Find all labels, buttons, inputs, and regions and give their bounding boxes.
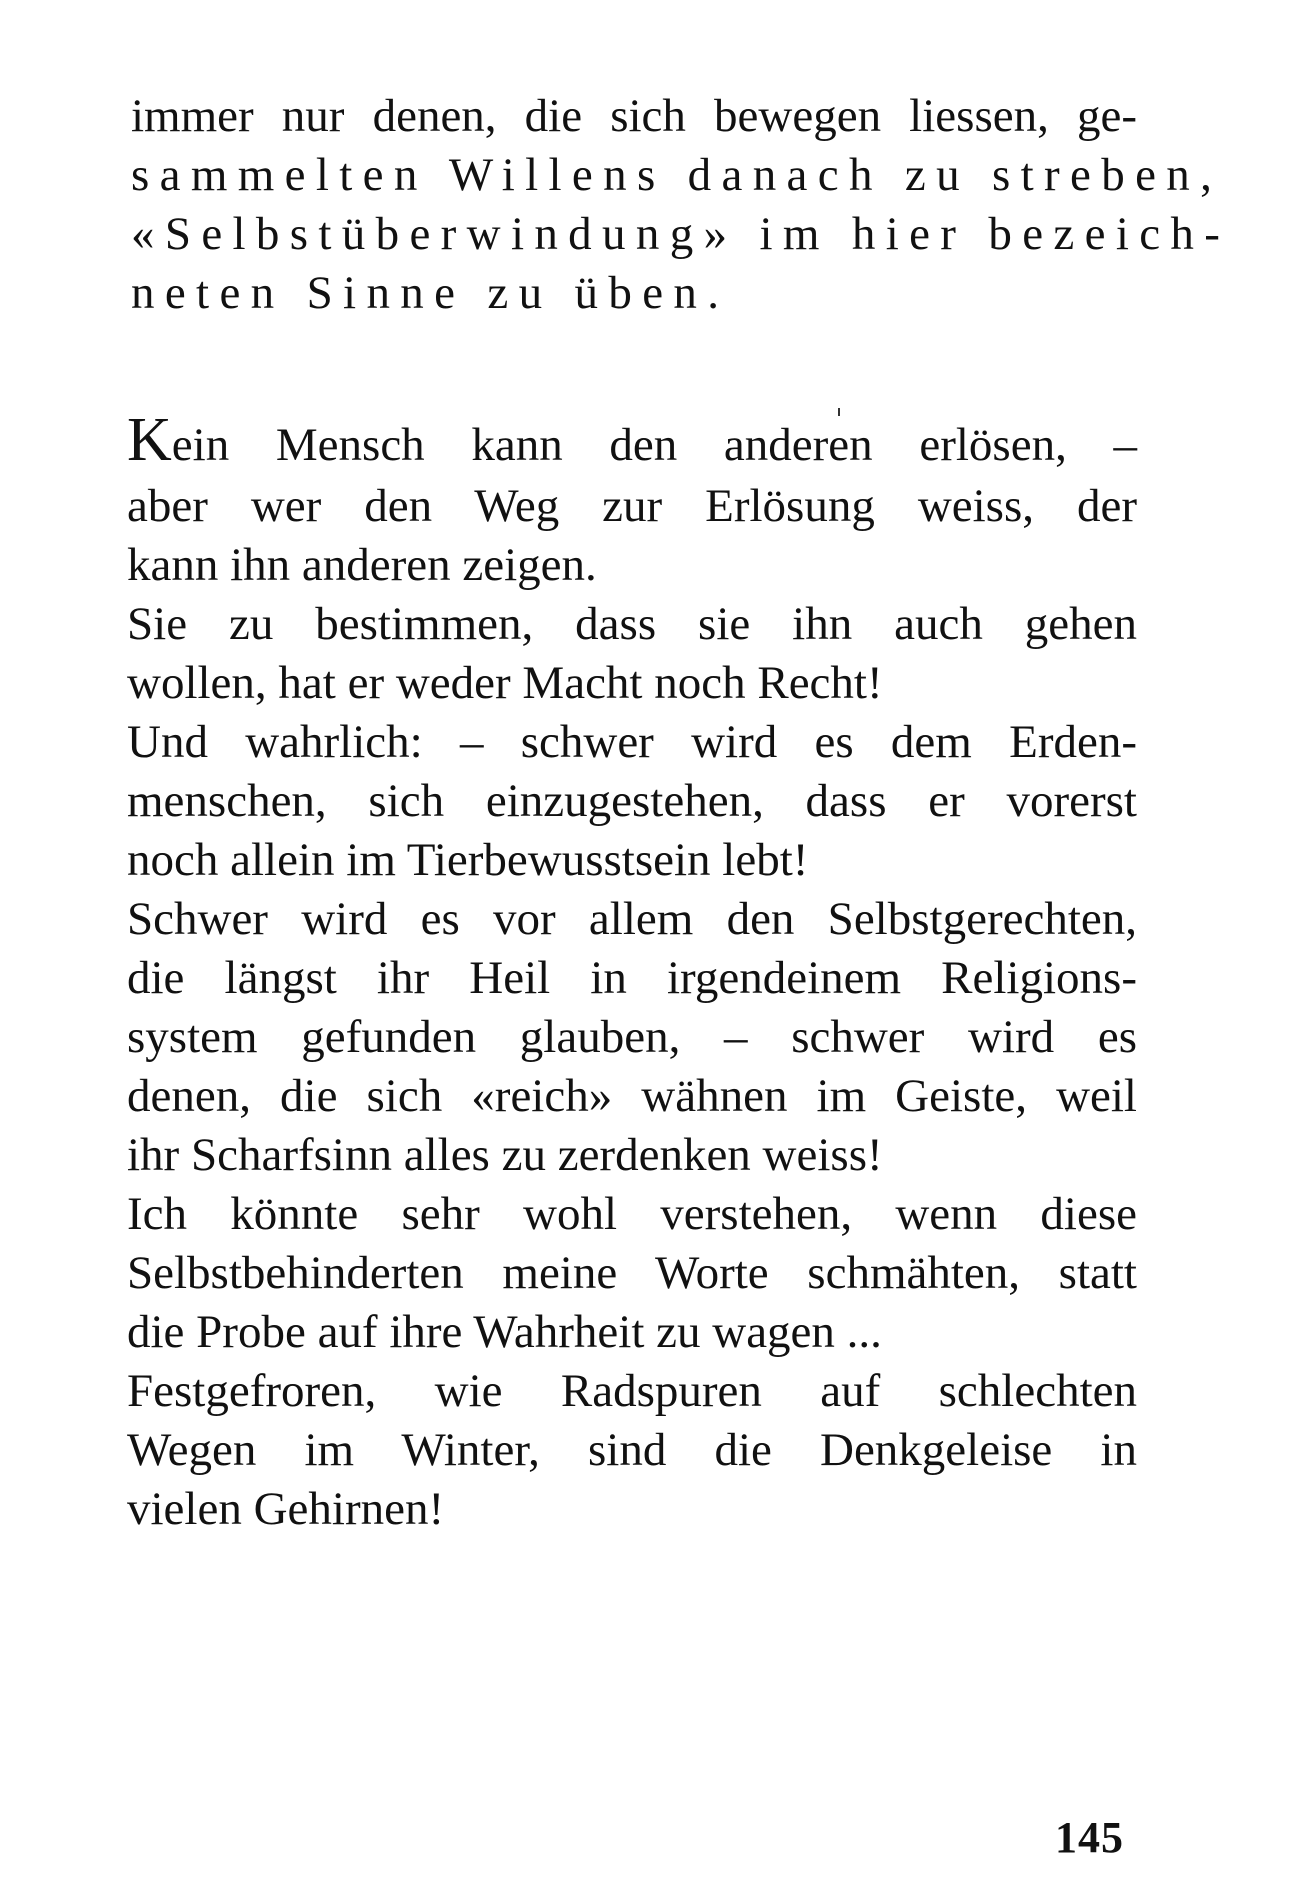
text-line: «Selbstüberwindung» im hier bezeich- [131, 208, 1231, 260]
text-line: sammelten Willens danach zu streben, [131, 149, 1223, 201]
line-text: ein Mensch kann den anderen erlösen, – [171, 419, 1137, 471]
text-line: Wegen im Winter, sind die Denkgeleise in [127, 1424, 1137, 1476]
text-line: Und wahrlich: – schwer wird es dem Erden- [127, 716, 1137, 768]
text-line: noch allein im Tierbewusstsein lebt! [127, 834, 809, 886]
text-line: kann ihn anderen zeigen. [127, 539, 597, 591]
text-line: die längst ihr Heil in irgendeinem Religions- [127, 952, 1137, 1004]
text-line: immer nur denen, die sich bewegen liessen, ge- [131, 90, 1137, 142]
text-line: denen, die sich «reich» wähnen im Geiste, weil [127, 1070, 1137, 1122]
text-line: die Probe auf ihre Wahrheit zu wagen ... [127, 1306, 882, 1358]
text-line: system gefunden glauben, – schwer wird es [127, 1011, 1137, 1063]
initial-letter: K [127, 406, 172, 474]
text-line [127, 406, 1137, 474]
text-line: menschen, sich einzugestehen, dass er vorerst [127, 775, 1137, 827]
text-line: wollen, hat er weder Macht noch Recht! [127, 657, 883, 709]
text-line: Festgefroren, wie Radspuren auf schlechten [127, 1365, 1137, 1417]
text-line: vielen Gehirnen! [127, 1483, 445, 1535]
text-line: Ich könnte sehr wohl verstehen, wenn diese [127, 1188, 1137, 1240]
text-line: ihr Scharfsinn alles zu zerdenken weiss! [127, 1129, 883, 1181]
text-line: Selbstbehinderten meine Worte schmähten, statt [127, 1247, 1137, 1299]
text-line: aber wer den Weg zur Erlösung weiss, der [127, 480, 1137, 532]
text-line: Schwer wird es vor allem den Selbstgerechten, [127, 893, 1137, 945]
text-line: Sie zu bestimmen, dass sie ihn auch gehen [127, 598, 1137, 650]
text-line: neten Sinne zu üben. [131, 267, 730, 319]
page-number: 145 [1055, 1813, 1124, 1862]
